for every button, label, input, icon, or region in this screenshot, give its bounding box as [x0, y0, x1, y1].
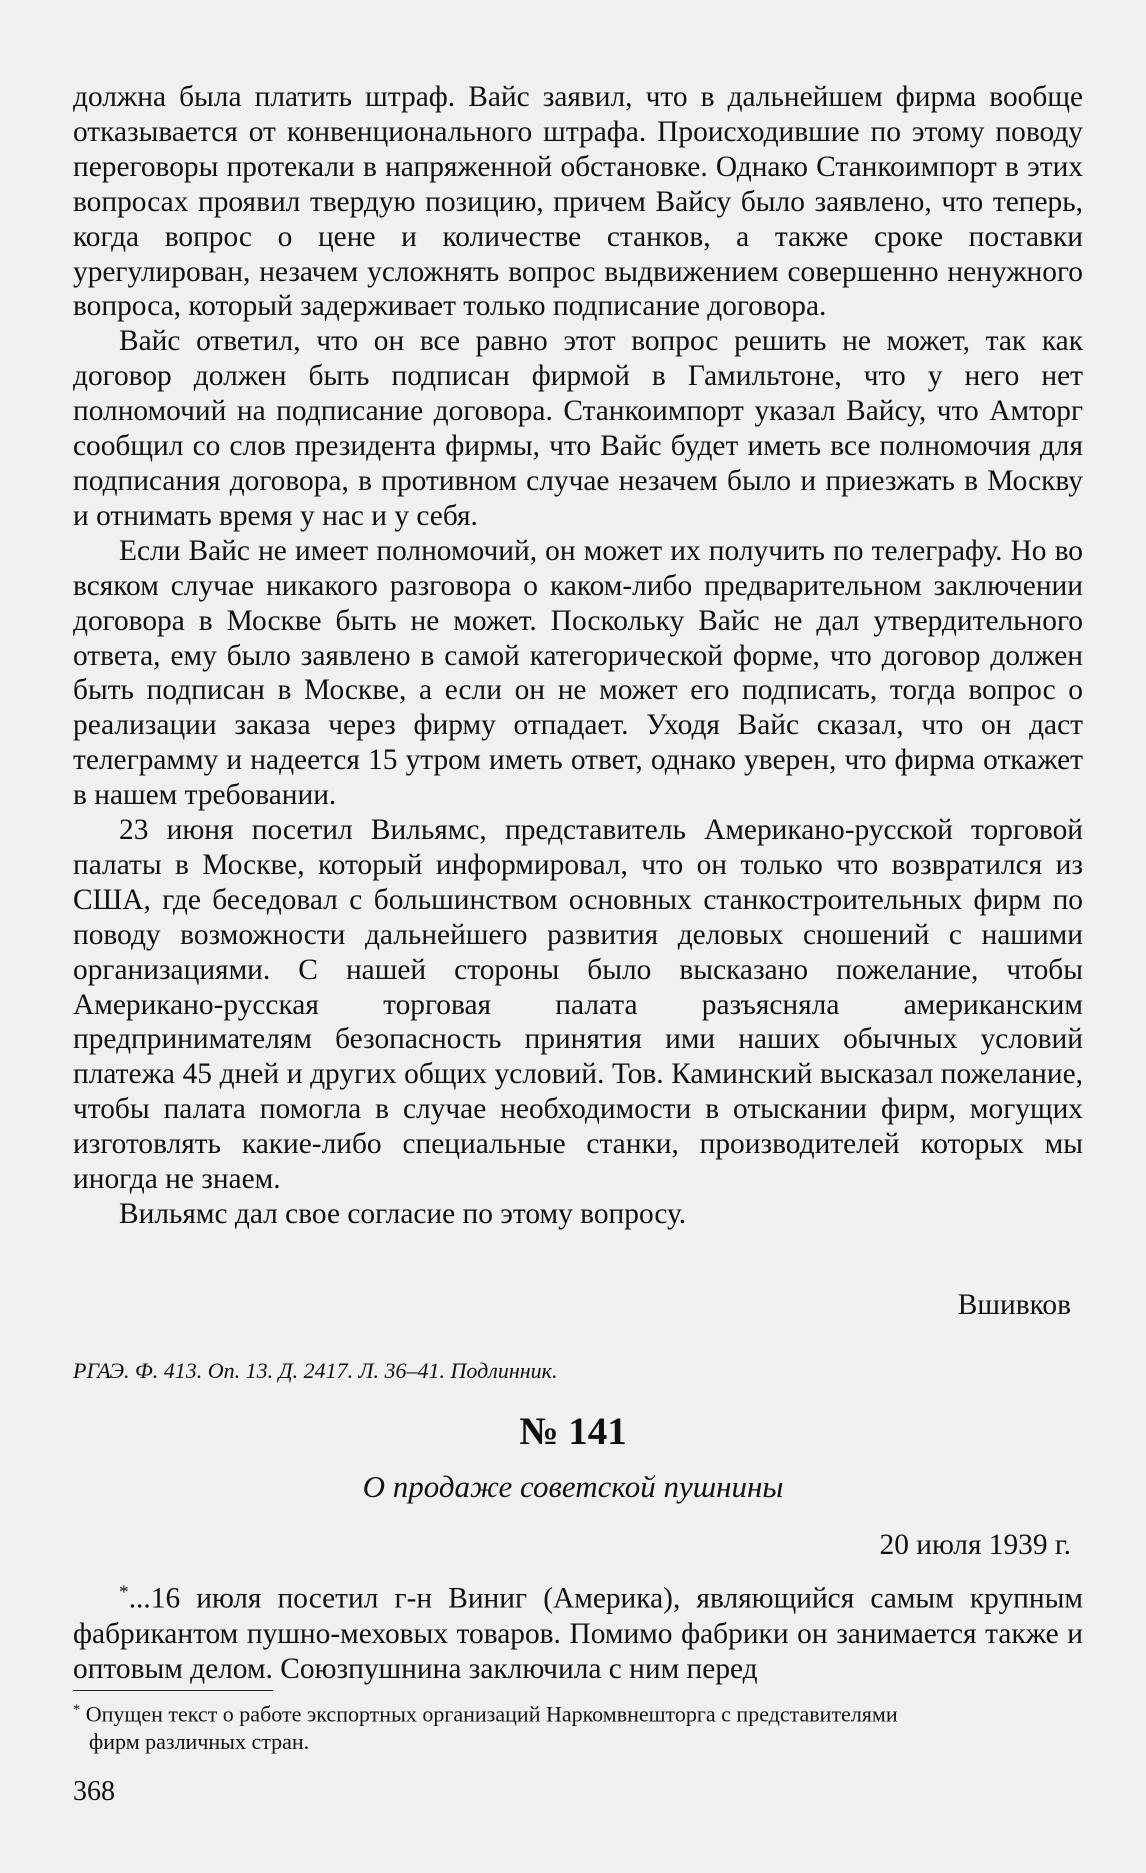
paragraph-2: Вайс ответил, что он все равно этот вопрос решить не может, так как договор должен быть подписан фирмой в Гамильтоне, что у него нет полномочий на подписание договора. Станкоимпорт указал Вайсу, что Амторг сообщил со слов президента фирмы, что Вайс будет иметь все полномочия для подписания договора, в противном случае незачем было и приезжать в Москву и отнимать время у нас и у себя.: [73, 325, 1083, 532]
document-paragraph: ...16 июля посетил г-н Виниг (Америка), являющийся самым крупным фабрикантом пушно-меховых товаров. Помимо фабрики он занимается также и оптовым делом. Союзпушнина заключила с ним перед: [73, 1582, 1083, 1685]
archive-source: РГАЭ. Ф. 413. Оп. 13. Д. 2417. Л. 36–41. Подлинник.: [73, 1358, 558, 1383]
paragraph-5: Вильямс дал свое согласие по этому вопросу.: [119, 1198, 687, 1230]
paragraph-3: Если Вайс не имеет полномочий, он может их получить по телеграфу. Но во всяком случае никакого разговора о каком-либо предварительном заключении договора в Москве быть не может. Поскольку Вайс не дал утвердительного ответа, ему было заявлено в самой категорической форме, что договор должен быть подписан в Москве, а если он не может его подписать, тогда вопрос о реализации заказа через фирму отпадает. Уходя Вайс сказал, что он даст телеграмму и надеется 15 утром иметь ответ, однако уверен, что фирма откажет в нашем требовании.: [73, 534, 1083, 812]
page-number: 368: [73, 1776, 115, 1807]
document-date: 20 июля 1939 г.: [879, 1529, 1071, 1561]
signature: Вшивков: [957, 1289, 1071, 1321]
footnote-marker: *: [73, 1702, 81, 1718]
footnote-divider: [73, 1690, 273, 1691]
body-text: [73, 80, 1083, 1232]
document-text: [73, 1576, 1083, 1686]
document-number: № 141: [519, 1410, 627, 1453]
footnote-line-1: Опущен текст о работе экспортных организаций Наркомвнешторга с представителями: [85, 1701, 898, 1727]
paragraph-4: 23 июня посетил Вильямс, представитель Американо-русской торговой палаты в Москве, который информировал, что он только что возвратился из США, где беседовал с большинством основных станкостроительных фирм по поводу возможности дальнейшего развития деловых сношений с нашими организациями. С нашей стороны было высказано пожелание, чтобы Американо-русская торговая палата разъясняла американским предпринимателям безопасность принятия ими наших обычных условий платежа 45 дней и других общих условий. Тов. Каминский высказал пожелание, чтобы палата помогла в случае необходимости в отыскании фирм, могущих изготовлять какие-либо специальные станки, производителей которых мы иногда не знаем.: [73, 814, 1083, 1196]
footnote-line-2: фирм различных стран.: [89, 1729, 310, 1755]
footnote-reference: *: [119, 1582, 129, 1603]
paragraph-1: должна была платить штраф. Вайс заявил, что в дальнейшем фирма вообще отказывается от конвенционального штрафа. Происходившие по этому поводу переговоры протекали в напряженной обстановке. Однако Станкоимпорт в этих вопросах проявил твердую позицию, причем Вайсу было заявлено, что теперь, когда вопрос о цене и количестве станков, а также сроке поставки урегулирован, незачем усложнять вопрос выдвижением совершенно ненужного вопроса, который задерживает только подписание договора.: [73, 81, 1083, 323]
document-title: О продаже советской пушнины: [362, 1469, 784, 1504]
footnote: [73, 1696, 1083, 1756]
